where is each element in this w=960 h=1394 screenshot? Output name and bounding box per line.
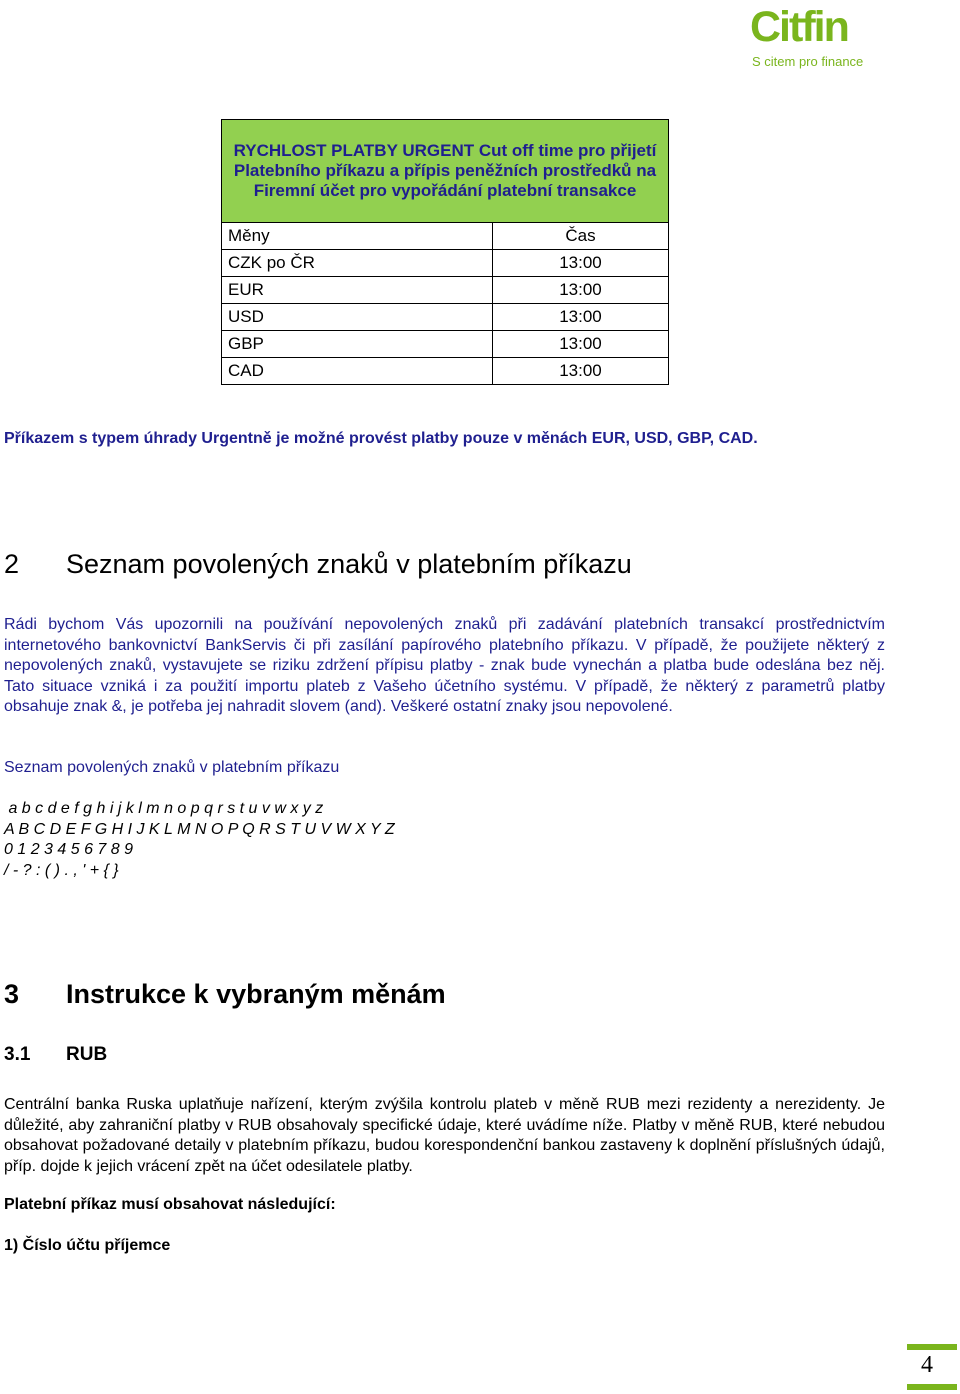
section-3-heading [4,979,446,1010]
cutoff-table [221,119,669,385]
col-time-header: Čas [493,223,669,250]
section-2-heading [4,549,632,580]
rub-paragraph: Centrální banka Ruska uplatňuje nařízení, kterým zvýšila kontrolu plateb v měně RUB mezi rezidenty a nerezidenty. Je důležité, aby zahraniční platby v RUB obsahovaly specifické údaje, které uvádíme níže. Platby v měně RUB, které nebudou obsahovat požadované detaily v platebním příkazu, budou korespondenční bankou zastaveny k doplnění příslušných údajů, příp. dojde k jejich vrácení zpět na účet odesilatele platby. [4,1096,885,1175]
page-number-box [907,1344,957,1388]
chars-lowercase: a b c d e f g h i j k l m n o p q r s t u v w x y z [4,800,324,817]
allowed-chars-title: Seznam povolených znaků v platebním příkazu [4,759,340,776]
currency-cell: EUR [222,277,493,304]
chars-symbols: / - ? : ( ) . , ' + { } [4,861,119,879]
allowed-chars-list [4,799,395,881]
section-title: Seznam povolených znaků v platebním příkazu [66,549,632,579]
table-row [222,250,669,277]
table-row [222,358,669,385]
time-cell: 13:00 [493,358,669,385]
col-currency-header: Měny [222,223,493,250]
time-cell: 13:00 [493,250,669,277]
time-cell: 13:00 [493,331,669,358]
table-row [222,304,669,331]
subsection-title: RUB [66,1044,108,1065]
section-number: 3 [4,979,20,1009]
requirements-title: Platební příkaz musí obsahovat následující: [4,1196,336,1213]
page-number-bottom-rule [907,1384,957,1390]
page-number: 4 [921,1352,933,1378]
time-cell: 13:00 [493,277,669,304]
subsection-3-1-heading [4,1044,107,1066]
currency-cell: USD [222,304,493,331]
time-cell: 13:00 [493,304,669,331]
table-header-row [222,223,669,250]
table-row [222,277,669,304]
section-number: 2 [4,549,20,579]
subsection-number: 3.1 [4,1044,31,1065]
logo-wordmark: Citfin [750,3,848,51]
page-number-top-rule [907,1344,957,1350]
section-title: Instrukce k vybraným měnám [66,979,446,1009]
currency-cell: CZK po ČR [222,250,493,277]
cutoff-table-heading: RYCHLOST PLATBY URGENT Cut off time pro přijetí Platebního příkazu a přípis peněžních prostředků na Firemní účet pro vypořádání platební transakce [222,120,669,223]
logo-tagline: S citem pro finance [752,54,864,69]
citfin-logo [746,4,886,72]
urgent-note: Příkazem s typem úhrady Urgentně je možné provést platby pouze v měnách EUR, USD, GBP, CAD. [4,430,758,447]
chars-uppercase: A B C D E F G H I J K L M N O P Q R S T U V W X Y Z [4,820,395,838]
table-row [222,331,669,358]
currency-cell: CAD [222,358,493,385]
section-2-paragraph: Rádi bychom Vás upozornili na používání nepovolených znaků při zadávání platebních transakcí prostřednictvím internetového bankovnictví BankServis či při zasílání papírového platebního příkazu. V případě, že použijete některý z nepovolených znaků, vystavujete se riziku zdržení přípisu platby - znak bude vynechán a platba bude odeslána bez něj. Tato situace vzniká i za použití importu plateb z Vašeho účetního systému. V případě, že některý z parametrů platby obsahuje znak &, je potřeba jej nahradit slovem (and). Veškeré ostatní znaky jsou nepovolené. [4,616,885,715]
requirement-item-1: 1) Číslo účtu příjemce [4,1237,171,1254]
chars-digits: 0 1 2 3 4 5 6 7 8 9 [4,841,133,858]
currency-cell: GBP [222,331,493,358]
